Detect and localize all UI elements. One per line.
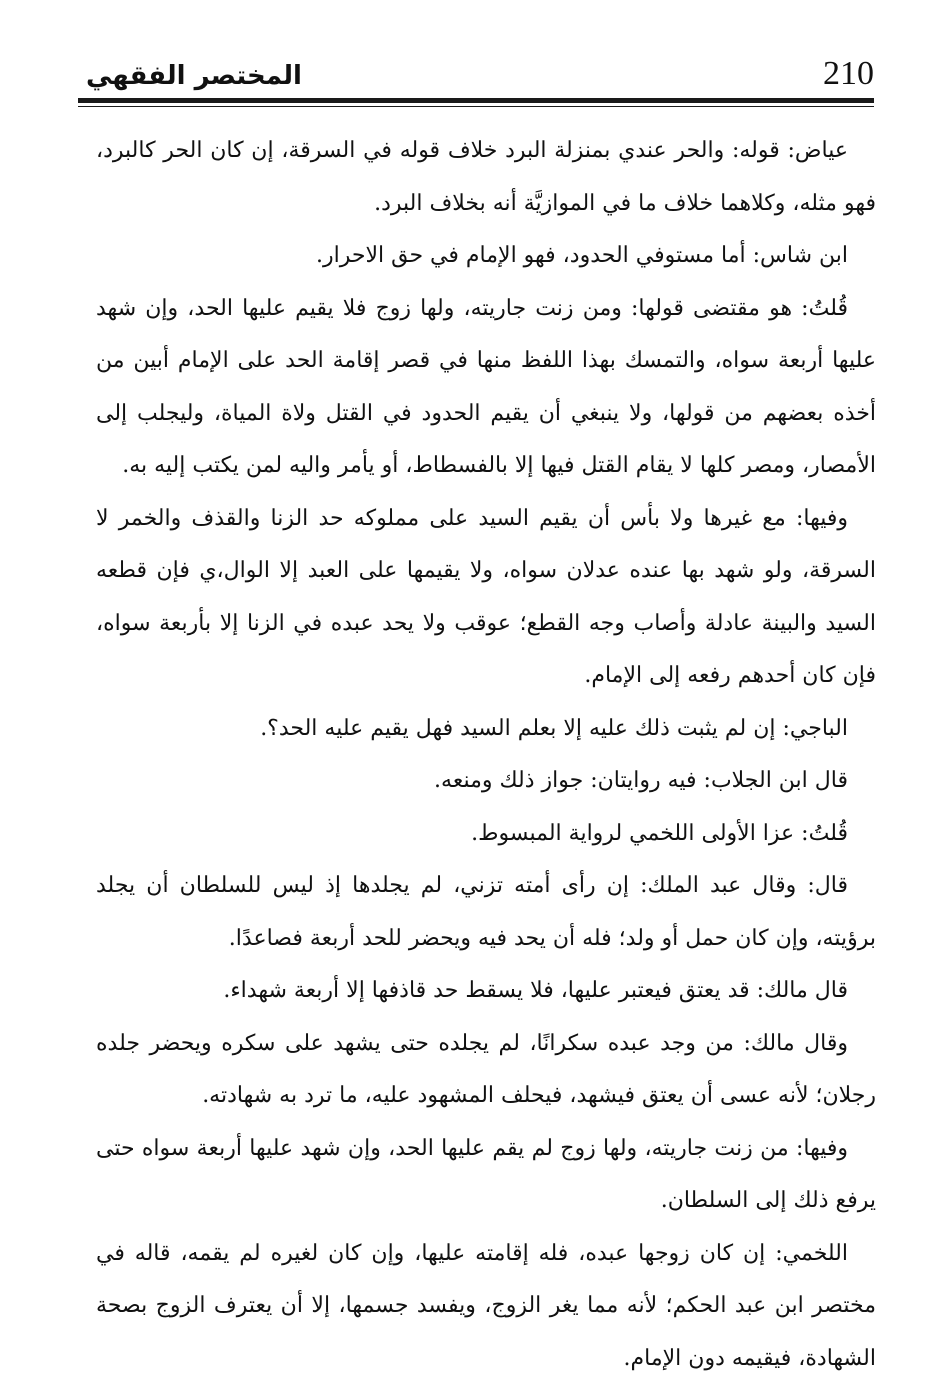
paragraph-abd-al-malik: قال: وقال عبد الملك: إن رأى أمته تزني، لم يجلدها إذ ليس للسلطان أن يجلد برؤيته، وإن كان حمل أو ولد؛ فله أن يحد فيه ويحضر للحد أربعة فصاعدًا.	[96, 873, 876, 951]
paragraph-al-baji: الباجي: إن لم يثبت ذلك عليه إلا بعلم السيد فهل يقيم عليه الحد؟.	[260, 715, 848, 741]
header-rule-thick	[78, 98, 874, 103]
paragraph-wa-fiha-2: وفيها: من زنت جاريته، ولها زوج لم يقم عليها الحد، وإن شهد عليها أربعة سواه حتى يرفع ذلك إلى السلطان.	[96, 1135, 876, 1213]
page-header	[78, 52, 874, 100]
paragraph-ibn-al-jallab: قال ابن الجلاب: فيه روايتان: جواز ذلك ومنعه.	[434, 768, 848, 793]
paragraph-malik-1: قال مالك: قد يعتق فيعتبر عليها، فلا يسقط حد قاذفها إلا أربعة شهداء.	[223, 978, 848, 1003]
header-rule-thin	[78, 106, 874, 107]
paragraph-iyad: عياض: قوله: والحر عندي بمنزلة البرد خلاف قوله في السرقة، إن كان الحر كالبرد، فهو مثله، وكلاهما خلاف ما في الموازيَّة أنه بخلاف البرد.	[96, 138, 876, 216]
paragraph-qultu-1: قُلتُ: هو مقتضى قولها: ومن زنت جاريته، ولها زوج فلا يقيم عليها الحد، وإن شهد عليها أربعة سواه، والتمسك بهذا اللفظ منها في قصر إقامة الحد على الإمام أبين من أخذه بعضهم من قولها، ولا ينبغي أن يقيم الحدود في القتل ولاة المياة، وليجلب إلى الأمصار، ومصر كلها لا يقام القتل فيها إلا بالفسطاط، أو يأمر واليه لمن يكتب إليه به.	[96, 295, 876, 478]
paragraph-wa-fiha-1: وفيها: مع غيرها ولا بأس أن يقيم السيد على مملوكه حد الزنا والقذف والخمر لا السرقة، ولو شهد بها عنده عدلان سواه، ولا يقيمها على العبد إلا الوال،ي فإن قطعه السيد والبينة عادلة وأصاب وجه القطع؛ عوقب ولا يحد عبده في الزنا إلا بأربعة سواه، فإن كان أحدهم رفعه إلى الإمام.	[96, 505, 876, 688]
page-number: 210	[823, 55, 874, 92]
paragraph-al-lakhmi: اللخمي: إن كان زوجها عبده، فله إقامته عليها، وإن كان لغيره لم يقمه، قاله في مختصر ابن عبد الحكم؛ لأنه مما يغر الزوج، ويفسد جسمها، إلا أن يعترف الزوج بصحة الشهادة، فيقيمه دون الإمام.	[96, 1240, 876, 1371]
running-title: المختصر الفقهي	[86, 61, 302, 91]
body-text	[96, 125, 876, 1385]
paragraph-malik-2: وقال مالك: من وجد عبده سكرانًا، لم يجلده حتى يشهد على سكره ويحضر جلده رجلان؛ لأنه عسى أن يعتق فيشهد، فيحلف المشهود عليه، ما ترد به شهادته.	[96, 1030, 876, 1108]
paragraph-ibn-shas: ابن شاس: أما مستوفي الحدود، فهو الإمام في حق الاحرار.	[316, 243, 848, 268]
paragraph-qultu-2: قُلتُ: عزا الأولى اللخمي لرواية المبسوط.	[471, 820, 848, 846]
